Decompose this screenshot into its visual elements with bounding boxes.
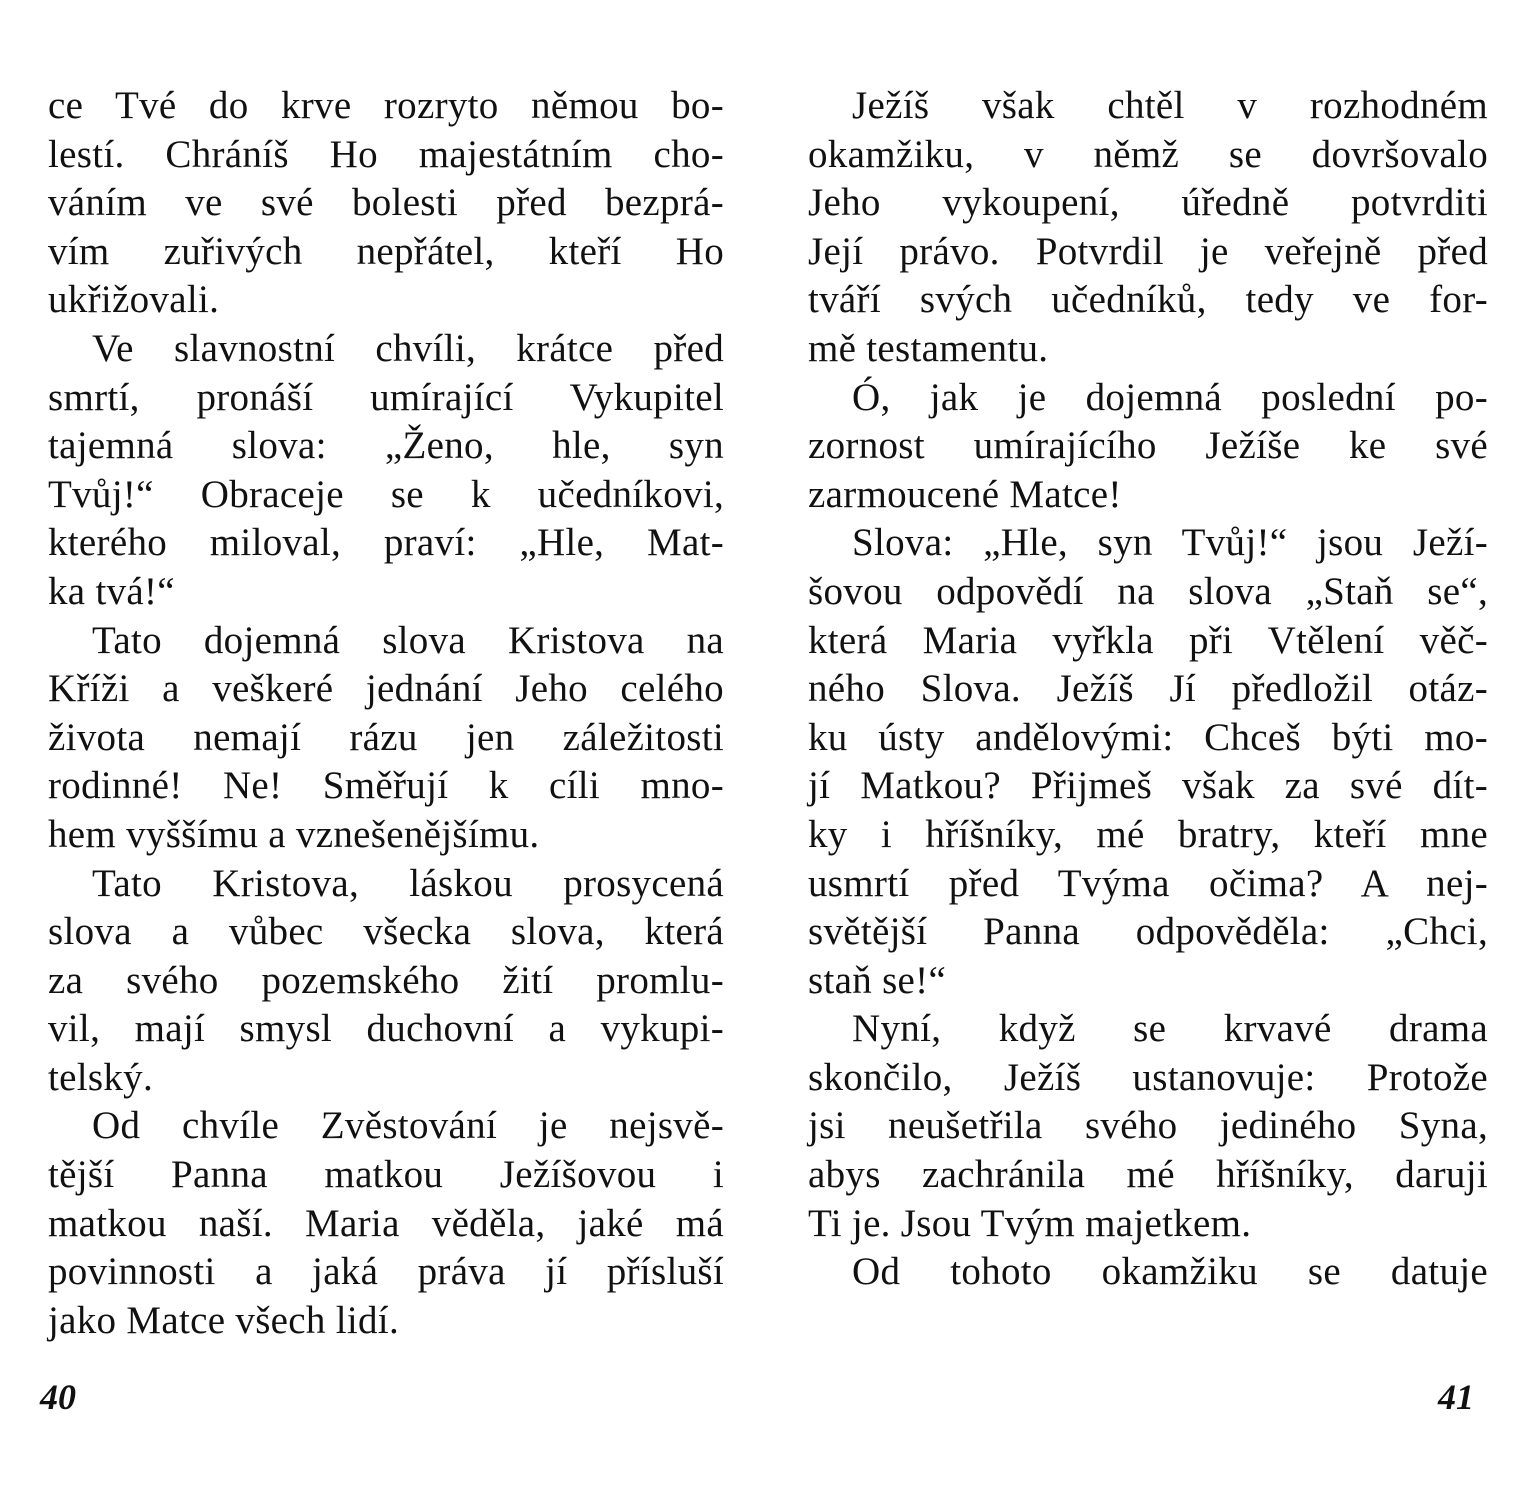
text-line: váním ve své bolesti před bezprá- xyxy=(48,181,724,225)
text-line: Od tohoto okamžiku se datuje xyxy=(852,1250,1488,1294)
text-line: Jeho vykoupení, úředně potvrditi xyxy=(808,181,1488,225)
text-line: Ježíš však chtěl v rozhodném xyxy=(852,84,1488,127)
text-line: Ve slavnostní chvíli, krátce před xyxy=(92,326,724,370)
text-line: povinnosti a jaká práva jí přísluší xyxy=(48,1250,724,1294)
text-line: tváří svých učedníků, tedy ve for- xyxy=(808,278,1488,322)
text-line: Slova: „Hle, syn Tvůj!“ jsou Ježí- xyxy=(852,521,1488,565)
text-line: světější Panna odpověděla: „Chci, xyxy=(808,910,1488,954)
text-line: matkou naší. Maria věděla, jaké má xyxy=(48,1201,724,1245)
text-line: abys zachránila mé hříšníky, daruji xyxy=(808,1153,1488,1197)
text-line: Nyní, když se krvavé drama xyxy=(852,1007,1488,1051)
right-page-number: 41 xyxy=(1438,1377,1474,1417)
text-line: mě testamentu. xyxy=(808,326,1049,370)
text-line: za svého pozemského žití promlu- xyxy=(48,958,724,1002)
text-line: šovou odpovědí na slova „Staň se“, xyxy=(808,569,1488,613)
right-page-text xyxy=(808,82,1488,1297)
text-line: lestí. Chráníš Ho majestátním cho- xyxy=(48,132,724,176)
text-line: Tvůj!“ Obraceje se k učedníkovi, xyxy=(48,472,724,516)
text-line: Její právo. Potvrdil je veřejně před xyxy=(808,229,1488,273)
text-line: která Maria vyřkla při Vtělení věč- xyxy=(808,618,1488,662)
text-line: Ó, jak je dojemná poslední po- xyxy=(852,375,1488,419)
text-line: vil, mají smysl duchovní a vykupi- xyxy=(48,1007,724,1051)
text-line: ky i hříšníky, mé bratry, kteří mne xyxy=(808,812,1488,856)
text-line: zornost umírajícího Ježíše ke své xyxy=(808,424,1488,468)
text-line: smrtí, pronáší umírající Vykupitel xyxy=(48,375,724,419)
left-page-text xyxy=(48,82,724,1345)
text-line: jako Matce všech lidí. xyxy=(48,1298,399,1342)
text-line: jsi neušetřila svého jediného Syna, xyxy=(808,1104,1488,1148)
left-page xyxy=(40,0,724,1500)
text-line: staň se!“ xyxy=(808,958,947,1002)
text-line: telský. xyxy=(48,1055,154,1099)
text-line: ku ústy andělovými: Chceš býti mo- xyxy=(808,715,1488,759)
text-line: ce Tvé do krve rozryto němou bo- xyxy=(48,84,724,127)
right-page xyxy=(808,0,1488,1500)
text-line: ukřižovali. xyxy=(48,278,220,322)
text-line: Tato dojemná slova Kristova na xyxy=(92,618,724,662)
text-line: tajemná slova: „Ženo, hle, syn xyxy=(48,424,724,468)
text-line: rodinné! Ne! Směřují k cíli mno- xyxy=(48,764,724,808)
text-line: Ti je. Jsou Tvým majetkem. xyxy=(808,1201,1252,1245)
text-line: zarmoucené Matce! xyxy=(808,472,1122,516)
text-line: jí Matkou? Přijmeš však za své dít- xyxy=(808,764,1488,808)
text-line: Kříži a veškeré jednání Jeho celého xyxy=(48,667,724,711)
left-page-number: 40 xyxy=(40,1377,76,1417)
text-line: usmrtí před Tvýma očima? A nej- xyxy=(808,861,1488,905)
text-line: skončilo, Ježíš ustanovuje: Protože xyxy=(808,1055,1488,1099)
text-line: kterého miloval, praví: „Hle, Mat- xyxy=(48,521,724,565)
text-line: Od chvíle Zvěstování je nejsvě- xyxy=(92,1104,724,1148)
text-line: slova a vůbec všecka slova, která xyxy=(48,910,724,954)
text-line: vím zuřivých nepřátel, kteří Ho xyxy=(48,229,724,273)
text-line: hem vyššímu a vznešenějšímu. xyxy=(48,812,540,856)
text-line: života nemají rázu jen záležitosti xyxy=(48,715,724,759)
text-line: ka tvá!“ xyxy=(48,569,175,613)
text-line: okamžiku, v němž se dovršovalo xyxy=(808,132,1488,176)
text-line: ného Slova. Ježíš Jí předložil otáz- xyxy=(808,667,1488,711)
text-line: Tato Kristova, láskou prosycená xyxy=(92,861,724,905)
text-line: tější Panna matkou Ježíšovou i xyxy=(48,1153,724,1197)
